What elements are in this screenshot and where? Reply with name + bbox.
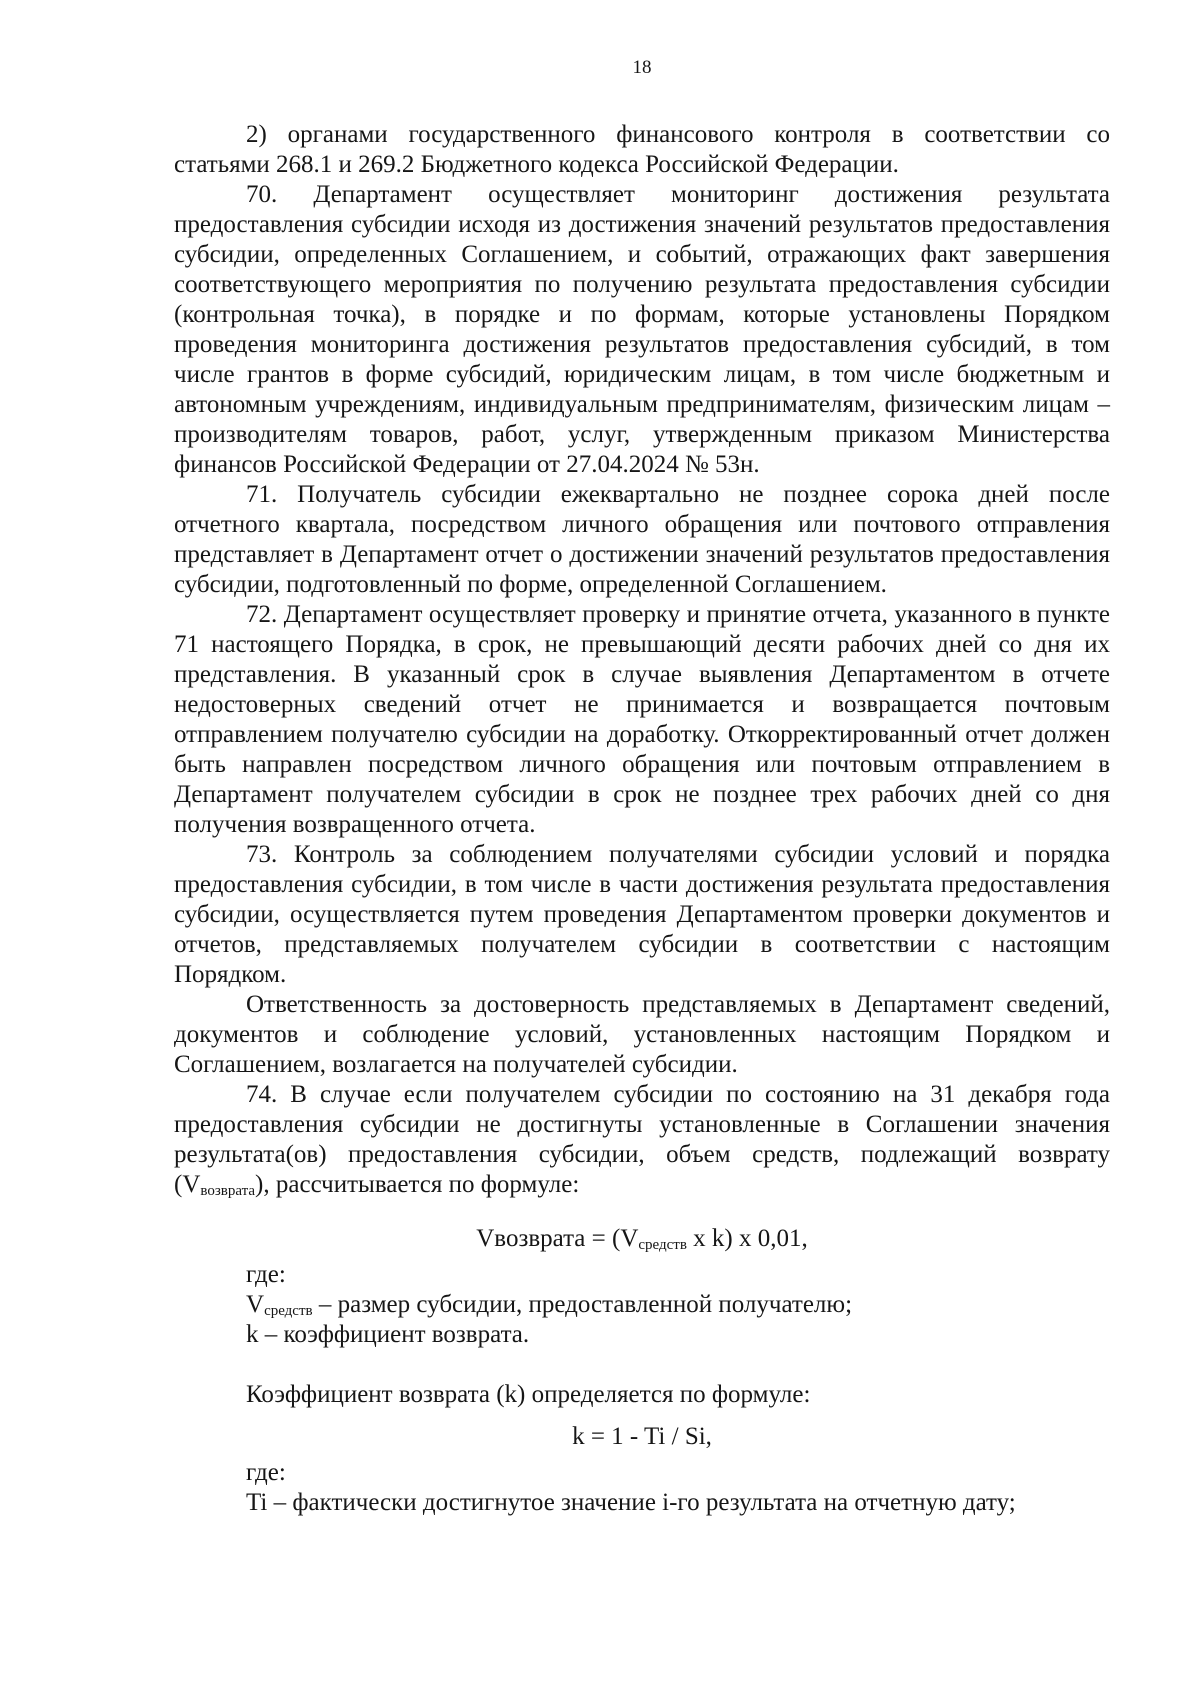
where-label-2: где: — [246, 1459, 286, 1486]
definition-v-text: – размер субсидии, предоставленной получателю; — [312, 1291, 853, 1318]
paragraph-74-tail: ), рассчитывается по формуле: — [255, 1171, 580, 1198]
formula-coefficient: k = 1 - Ti / Si, — [572, 1423, 712, 1450]
definition-v-subscript: средств — [264, 1303, 313, 1319]
formula-return-rhs: x k) x 0,01, — [686, 1225, 808, 1252]
definition-v-funds — [174, 1290, 1110, 1320]
coefficient-intro: Коэффициент возврата (k) определяется по формуле: — [246, 1381, 811, 1408]
formula-return-volume — [174, 1224, 1110, 1254]
paragraph-74 — [174, 1080, 1110, 1200]
definition-k: k – коэффициент возврата. — [246, 1321, 530, 1348]
paragraph-73: 73. Контроль за соблюдением получателями субсидии условий и порядка предоставления субсидии, в том числе в части достижения результата предоставления субсидии, осуществляется путем проведения Департаментом проверки документов и отчетов, представляемых получателем субсидии в соответствии с настоящим Порядком. — [174, 841, 1110, 988]
formula-return-lhs: Vвозврата = (V — [476, 1225, 639, 1252]
page-number: 18 — [632, 57, 652, 78]
definition-v-symbol: V — [246, 1291, 265, 1318]
definition-ti: Ti – фактически достигнутое значение i-го результата на отчетную дату; — [246, 1489, 1016, 1516]
paragraph-71: 71. Получатель субсидии ежеквартально не позднее сорока дней после отчетного квартала, посредством личного обращения или почтового отправления представляет в Департамент отчет о достижении значений результатов предоставления субсидии, подготовленный по форме, определенной Соглашением. — [174, 481, 1110, 598]
paragraph-clause-2: 2) органами государственного финансового контроля в соответствии со статьями 268.1 и 269.2 Бюджетного кодекса Российской Федерации. — [174, 121, 1110, 178]
paragraph-responsibility: Ответственность за достоверность представляемых в Департамент сведений, документов и соблюдение условий, установленных настоящим Порядком и Соглашением, возлагается на получателей субсидии. — [174, 991, 1110, 1078]
paragraph-74-subscript: возврата — [200, 1183, 256, 1199]
paragraph-72: 72. Департамент осуществляет проверку и принятие отчета, указанного в пункте 71 настоящего Порядка, в срок, не превышающий десяти рабочих дней со дня их представления. В указанный срок в случае выявления Департаментом в отчете недостоверных сведений отчет не принимается и возвращается почтовым отправлением получателю субсидии на доработку. Откорректированный отчет должен быть направлен посредством личного обращения или почтовым отправлением в Департамент получателем субсидии в срок не позднее трех рабочих дней со дня получения возвращенного отчета. — [174, 601, 1110, 838]
formula-return-subscript: средств — [638, 1237, 687, 1253]
where-label-1: где: — [246, 1261, 286, 1288]
paragraph-74-text: 74. В случае если получателем субсидии по состоянию на 31 декабря года предоставления субсидии не достигнуты установленные в Соглашении значения результата(ов) предоставления субсидии, объем средств, подлежащий возврату (V — [174, 1081, 1110, 1198]
document-page — [174, 56, 1110, 1518]
paragraph-70: 70. Департамент осуществляет мониторинг достижения результата предоставления субсидии исходя из достижения значений результатов предоставления субсидии, определенных Соглашением, и событий, отражающих факт завершения соответствующего мероприятия по получению результата предоставления субсидии (контрольная точка), в порядке и по формам, которые установлены Порядком проведения мониторинга достижения результатов предоставления субсидий, в том числе грантов в форме субсидий, юридическим лицам, в том числе бюджетным и автономным учреждениям, индивидуальным предпринимателям, физическим лицам – производителям товаров, работ, услуг, утвержденным приказом Министерства финансов Российской Федерации от 27.04.2024 № 53н. — [174, 181, 1110, 478]
